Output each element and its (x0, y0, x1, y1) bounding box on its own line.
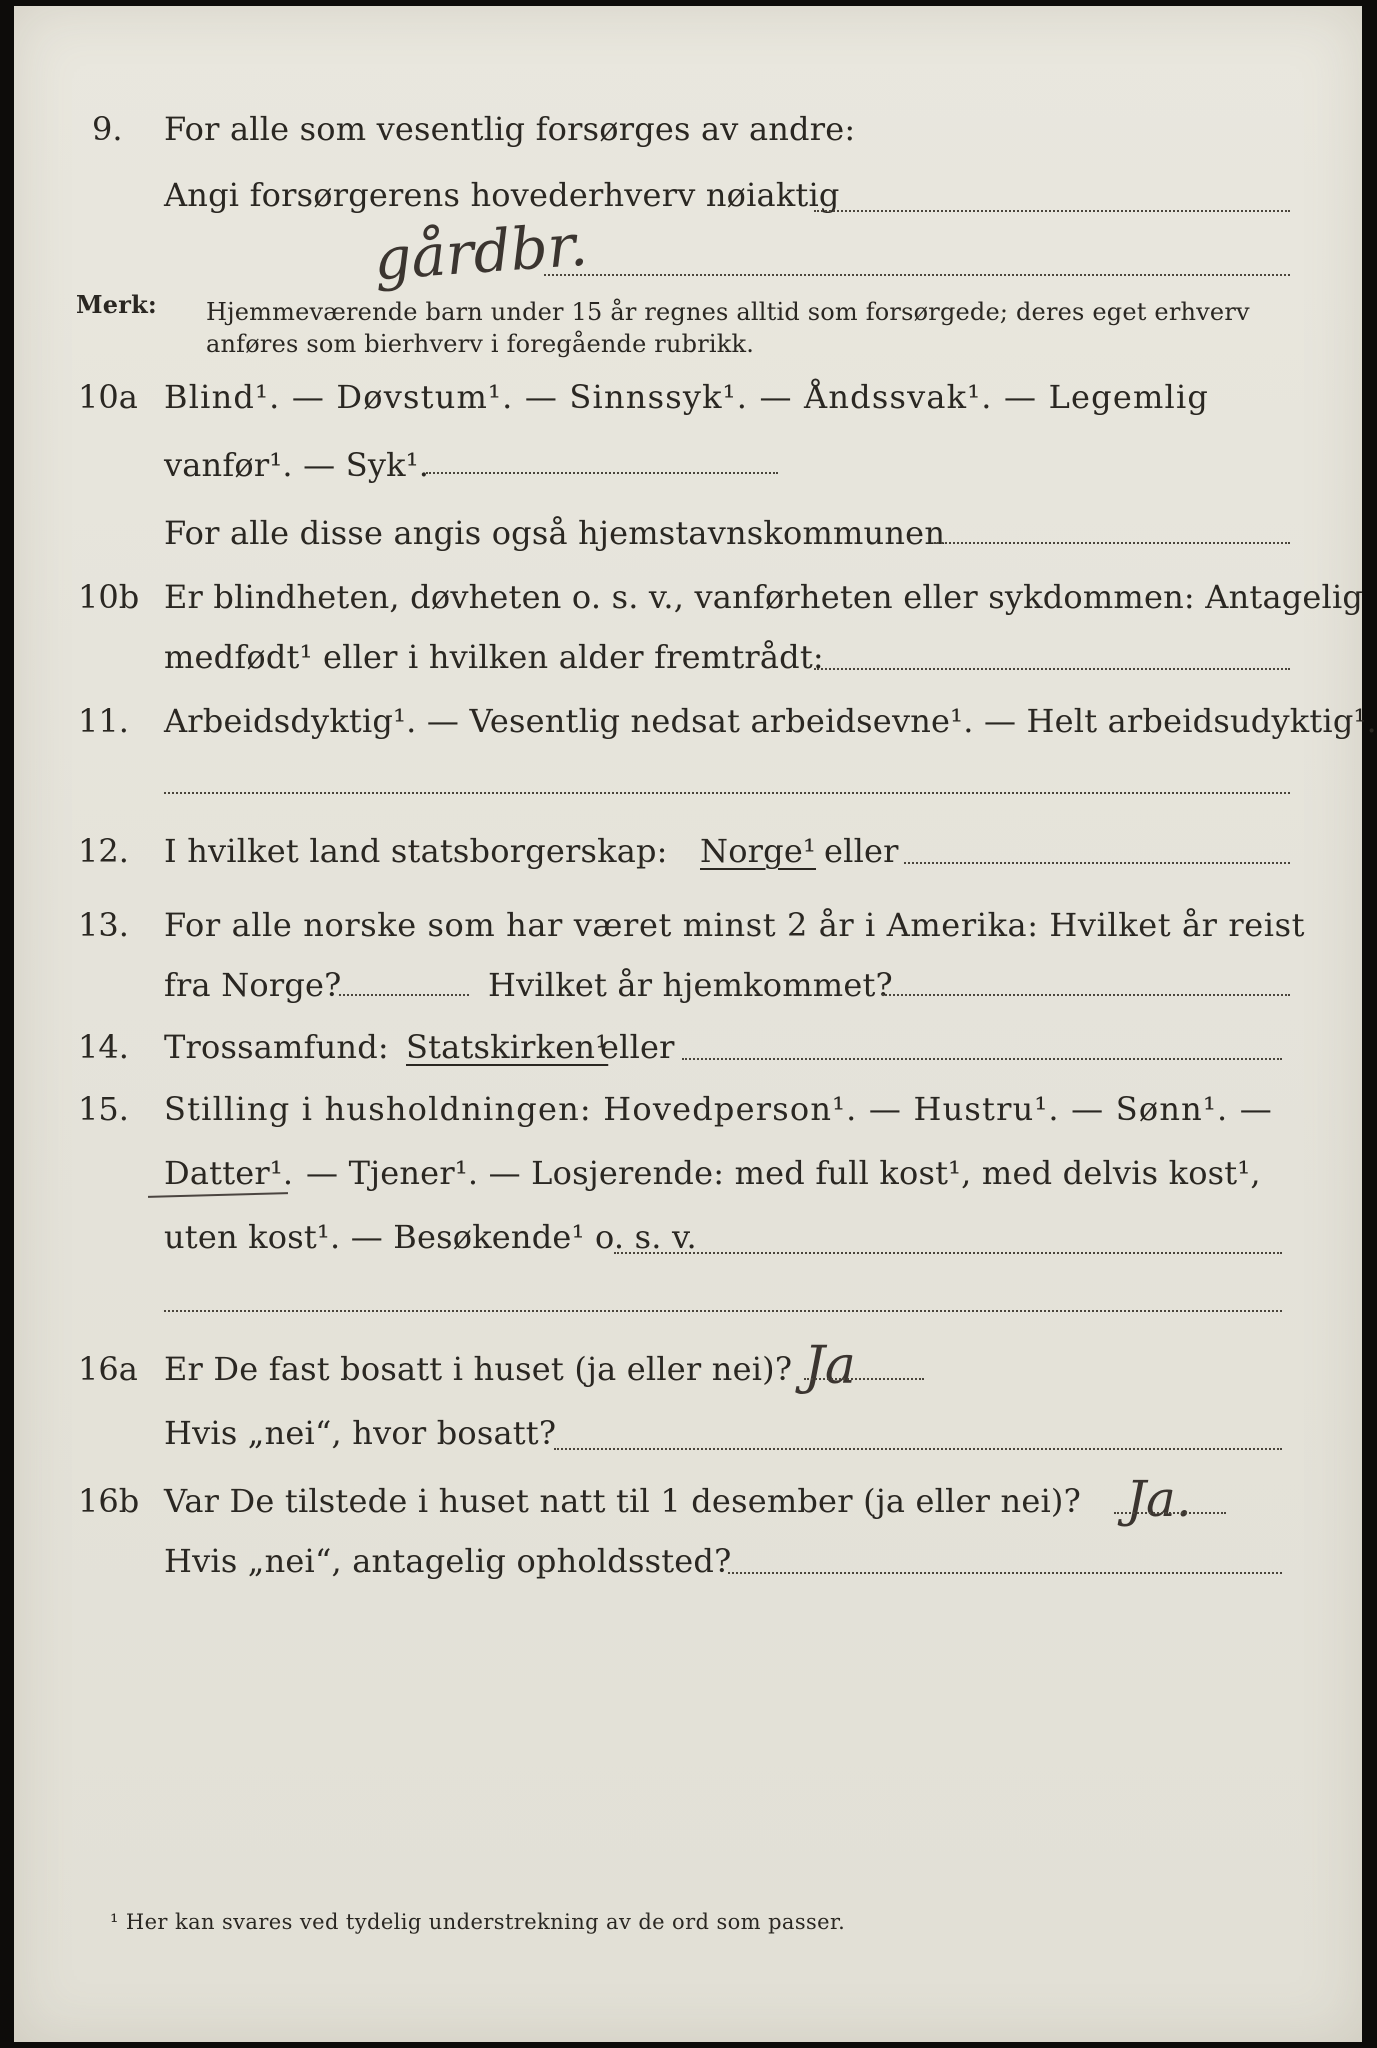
q15-line3: uten kost¹. — Besøkende¹ o. s. v. (164, 1218, 697, 1256)
q10a-kommune-line (934, 542, 1290, 544)
q15-answer-line (614, 1252, 1282, 1254)
q9-second-line (544, 274, 1290, 276)
q10a-number: 10a (78, 378, 138, 416)
q12-number: 12. (78, 832, 129, 870)
q16a-handwritten-answer: Ja (804, 1336, 856, 1396)
q10a-line3: For alle disse angis også hjemstavnskommunen (164, 514, 946, 552)
q16b-opholdssted-line (728, 1572, 1282, 1574)
q10a-syk-line (426, 472, 778, 474)
q16b-line1: Var De tilstede i huset natt til 1 desember (ja eller nei)? (164, 1482, 1081, 1520)
q16a-number: 16a (78, 1350, 138, 1388)
q10a-line2: vanfør¹. — Syk¹. (164, 446, 430, 484)
q15-line1: Stilling i husholdningen: Hovedperson¹. — Hustru¹. — Sønn¹. — (164, 1090, 1273, 1128)
q16a-answer-line (804, 1378, 924, 1380)
q14-post: eller (600, 1028, 675, 1066)
q16b-answer-line (1114, 1512, 1226, 1514)
footnote: ¹ Her kan svares ved tydelig understrekning av de ord som passer. (110, 1910, 846, 1934)
q12-pre: I hvilket land statsborgerskap: (164, 832, 668, 870)
q14-pre: Trossamfund: (164, 1028, 389, 1066)
q13-reist-line (339, 994, 469, 996)
q16a-line1: Er De fast bosatt i huset (ja eller nei)? (164, 1350, 793, 1388)
q13-hjemkommet-line (882, 994, 1290, 996)
q10a-line1: Blind¹. — Døvstum¹. — Sinnssyk¹. — Åndssvak¹. — Legemlig (164, 378, 1210, 416)
q16b-line2: Hvis „nei“, antagelig opholdssted? (164, 1542, 732, 1580)
q14-answer-line (682, 1058, 1282, 1060)
merk-line2: anføres som bierhverv i foregående rubrikk. (206, 330, 755, 358)
merk-label: Merk: (76, 290, 157, 319)
q13-number: 13. (78, 906, 129, 944)
q9-handwritten-answer: gårdbr. (371, 210, 590, 294)
merk-line1: Hjemmeværende barn under 15 år regnes alltid som forsørgede; deres eget erhverv (206, 298, 1250, 326)
q15-datter-handwritten-underline (148, 1192, 288, 1198)
q10b-line1: Er blindheten, døvheten o. s. v., vanførheten eller sykdommen: Antagelig (164, 578, 1364, 616)
q16a-bosatt-line (554, 1448, 1282, 1450)
q9-number: 9. (92, 110, 123, 148)
q9-answer-line (814, 210, 1290, 212)
q15-number: 15. (78, 1090, 129, 1128)
q11-number: 11. (78, 702, 129, 740)
q12-answer-line (904, 862, 1290, 864)
q13-line2a: fra Norge? (164, 966, 342, 1004)
q10b-number: 10b (78, 578, 140, 616)
q16b-handwritten-answer: Ja. (1126, 1470, 1192, 1528)
q14-number: 14. (78, 1028, 129, 1066)
q15-second-line (164, 1310, 1282, 1312)
q16b-number: 16b (78, 1482, 140, 1520)
q9-line1: For alle som vesentlig forsørges av andre: (164, 110, 856, 148)
q13-line2b: Hvilket år hjemkommet? (488, 966, 893, 1004)
q10b-line2: medfødt¹ eller i hvilken alder fremtrådt: (164, 638, 824, 676)
q12-underlined-norge: Norge¹ (700, 832, 817, 870)
census-form-page (14, 6, 1377, 2042)
q14-underlined-statskirken: Statskirken¹ (406, 1028, 609, 1066)
q11-line1: Arbeidsdyktig¹. — Vesentlig nedsat arbeidsevne¹. — Helt arbeidsudyktig¹. (164, 702, 1377, 740)
q15-line2-datter: Datter¹. (164, 1154, 294, 1192)
q12-post: eller (824, 832, 899, 870)
q11-answer-line (164, 792, 1290, 794)
q16a-line2: Hvis „nei“, hvor bosatt? (164, 1414, 557, 1452)
q15-line2-rest: — Tjener¹. — Losjerende: med full kost¹, med delvis kost¹, (306, 1154, 1261, 1192)
q10b-answer-line (814, 668, 1290, 670)
q9-line2: Angi forsørgerens hovederhverv nøiaktig (164, 176, 840, 214)
q13-line1: For alle norske som har været minst 2 år i Amerika: Hvilket år reist (164, 906, 1306, 944)
